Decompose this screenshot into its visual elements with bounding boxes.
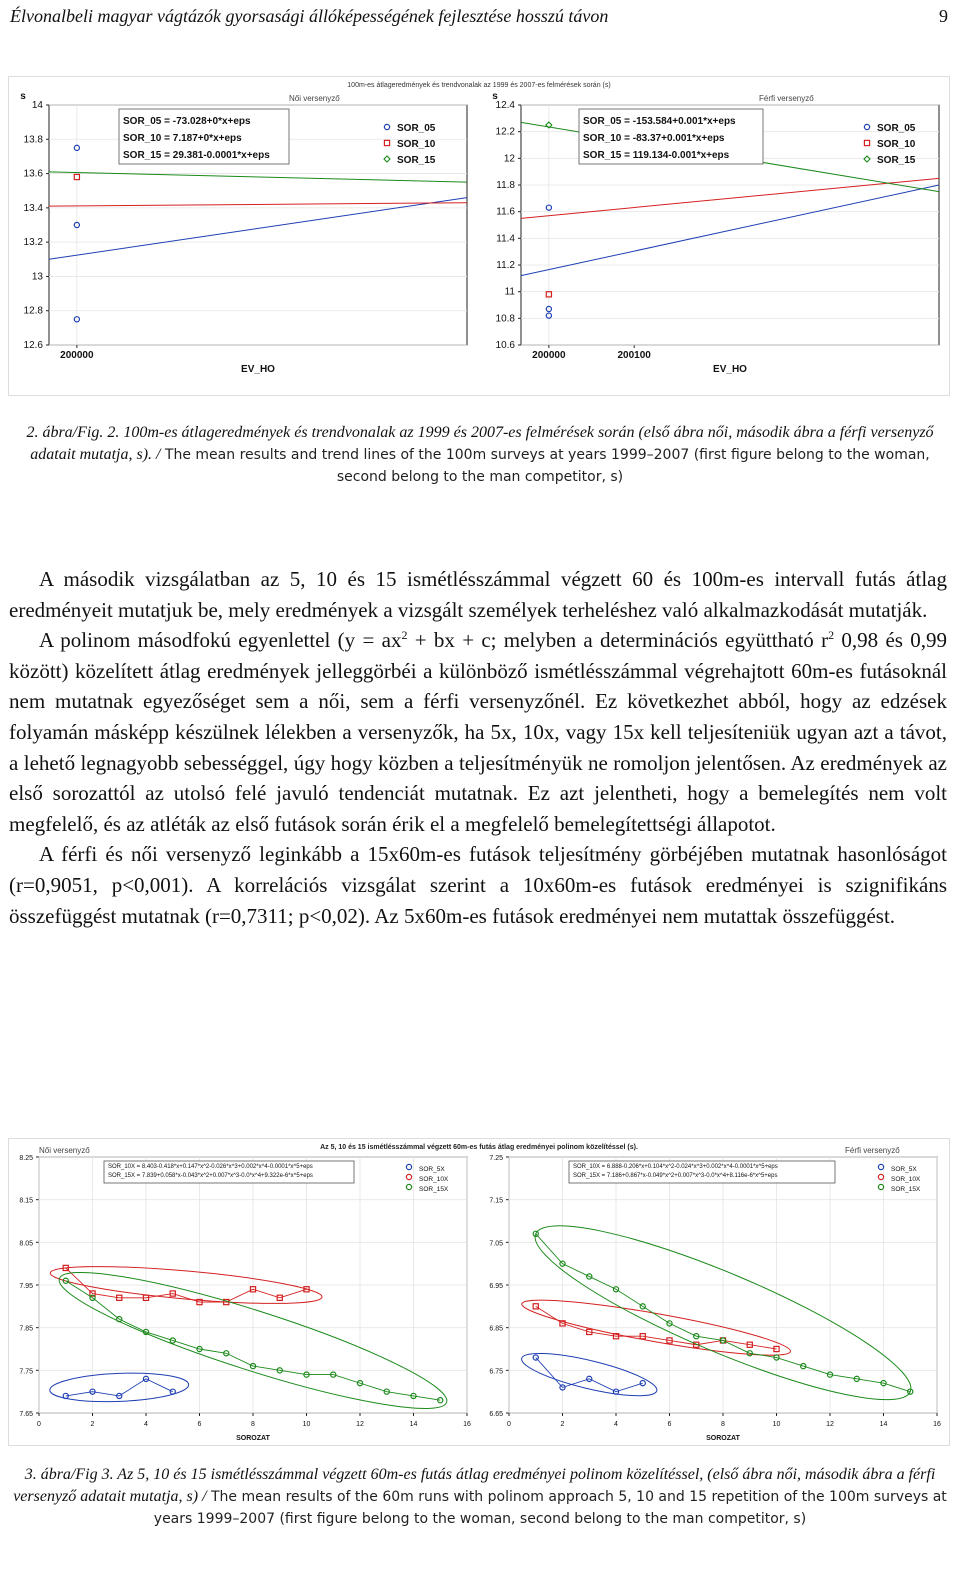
legend-label: SOR_05 <box>397 123 436 134</box>
y-tick-label: 7.25 <box>489 1155 503 1162</box>
paragraph-1: A második vizsgálatban az 5, 10 és 15 ismétlésszámmal végzett 60 és 100m-es intervall futás átlag eredményeit mutatjuk be, mely eredmények a vizsgált személyek terheléshez való alkalmazkodását mutatják. <box>9 567 947 622</box>
figure-2-caption-hu: 2. ábra/Fig. 2. 100m-es átlageredmények és trendvonalak az 1999 és 2007-es felmérések során (első ábra női, második ábra a férfi versenyző adatait mutatja, s). / <box>26 424 934 463</box>
y-tick-label: 10.6 <box>495 340 515 351</box>
figure-3-caption-hu: 3. ábra/Fig 3. Az 5, 10 és 15 ismétlésszámmal végzett 60m-es futás átlag eredményei polinom közelítéssel, (első ábra női, második ábra a férfi versenyző adatait mutatja, s) / <box>13 1466 936 1505</box>
panel-label: Női versenyző <box>289 94 340 103</box>
y-tick-label: 8.05 <box>19 1240 33 1248</box>
x-tick-label: 14 <box>879 1421 888 1428</box>
legend-label: SOR_15 <box>397 155 436 166</box>
equation-text: SOR_10 = -83.37+0.001*x+eps <box>583 133 725 144</box>
p2-part-c: 0,98 és 0,99 között) közelített átlag eredmények jelleggörbéi a különböző ismétlésszámmal végrehajtott 60m-es futásoknál nem mutatnak egyezőséget sem a női, sem a férfi versenyzőnél. Ez következhet abból, hogy az edzések folyamán másképp készülnek lélekben a versenyzők, ha 5x, 10x, vagy 15x kell teljesíteniük ugyan azt a távot, a lehető legnagyobb sebességgel, úgy hogy közben a teljesítményük ne romoljon jelentősen. Az eredmények az első sorozattól az utolsó felé javuló tendenciát mutatnak. Ez azt jelentheti, hogy a bemelegítés nem volt megfelelő, és az atléták az első futások során érik el a megfelelő bemelegítettségi állapotot. <box>9 628 947 836</box>
legend-label: SOR_10X <box>891 1176 921 1183</box>
figure-3-title: Az 5, 10 és 15 ismétlésszámmal végzett 60m-es futás átlag eredményei polinom közelítéssel (s). <box>320 1144 638 1151</box>
y-tick-label: 13.2 <box>23 237 43 249</box>
legend-label: SOR_10 <box>877 139 916 150</box>
x-tick-label: 200000 <box>532 350 566 361</box>
y-tick-label: 12.6 <box>23 340 43 351</box>
equation-text: SOR_10X = 8.403-0.418*x+0.147*x^2-0.026*x^3+0.002*x^4-0.0001*x^5+eps <box>108 1164 313 1170</box>
figure-2-charts <box>9 77 949 395</box>
equation-box <box>569 1161 835 1183</box>
equation-box <box>119 109 289 164</box>
figure-3-charts <box>9 1139 949 1445</box>
y-tick-label: 11 <box>504 286 515 298</box>
y-tick-label: 7.85 <box>19 1325 33 1333</box>
y-tick-label: 12 <box>503 153 515 165</box>
y-tick-label: 12.2 <box>495 126 515 138</box>
y-tick-label: 11.8 <box>496 180 515 191</box>
x-tick-label: 14 <box>409 1421 418 1428</box>
y-axis-label: s <box>492 91 498 102</box>
x-tick-label: 12 <box>826 1421 834 1428</box>
x-axis-label: EV_HO <box>241 364 275 375</box>
figure-3-caption-en: The mean results of the 60m runs with polinom approach 5, 10 and 15 repetition of the 100m surveys at years 1999–2007 (first figure belong to the woman, second belong to the man competitor, s) <box>153 1489 947 1527</box>
equation-text: SOR_10 = 7.187+0*x+eps <box>123 133 242 144</box>
figure-2-caption <box>10 422 950 488</box>
x-tick-label: 6 <box>197 1421 202 1428</box>
x-tick-label: 8 <box>251 1421 255 1428</box>
y-tick-label: 6.75 <box>489 1368 503 1376</box>
x-tick-label: 10 <box>772 1421 781 1428</box>
x-tick-label: 10 <box>302 1421 311 1428</box>
y-tick-label: 10.8 <box>495 313 515 325</box>
chart-panel <box>19 1146 471 1442</box>
legend-label: SOR_15X <box>419 1186 449 1193</box>
running-title: Élvonalbeli magyar vágtázók gyorsasági állóképességének fejlesztése hosszú távon <box>10 6 609 26</box>
y-tick-label: 12.8 <box>23 305 43 317</box>
x-tick-label: 200000 <box>60 350 94 361</box>
figure-2-title: 100m-es átlageredmények és trendvonalak az 1999 és 2007-es felmérések során (s) <box>347 82 611 89</box>
figure-3 <box>8 1138 950 1446</box>
y-tick-label: 14 <box>31 100 43 111</box>
x-tick-label: 16 <box>463 1421 471 1428</box>
paragraph-2 <box>9 625 947 839</box>
y-tick-label: 6.65 <box>489 1411 503 1418</box>
legend-label: SOR_5X <box>419 1166 445 1173</box>
y-tick-label: 8.15 <box>19 1197 33 1205</box>
legend-label: SOR_5X <box>891 1166 917 1173</box>
x-tick-label: 6 <box>667 1421 672 1428</box>
equation-box <box>104 1161 354 1183</box>
panel-label: Férfi versenyző <box>759 94 814 103</box>
y-tick-label: 12.4 <box>495 100 515 111</box>
y-tick-label: 7.05 <box>489 1240 503 1248</box>
y-tick-label: 6.95 <box>489 1283 503 1290</box>
equation-text: SOR_15X = 7.839+0.058*x-0.043*x^2+0.007*x^3-0.0*x^4+9.322e-6*x^5+eps <box>108 1173 313 1179</box>
chart-panel <box>492 91 960 375</box>
x-axis-label: EV_HO <box>713 364 747 375</box>
equation-text: SOR_15 = 29.381-0.0001*x+eps <box>123 150 270 161</box>
x-tick-label: 12 <box>356 1421 364 1428</box>
y-tick-label: 13.4 <box>23 202 43 214</box>
y-tick-label: 11.2 <box>496 260 515 271</box>
x-tick-label: 2 <box>560 1421 565 1428</box>
y-tick-label: 13.8 <box>23 134 43 146</box>
page-number: 9 <box>939 6 948 26</box>
y-axis-label: s <box>20 91 26 102</box>
x-tick-label: 0 <box>507 1421 511 1428</box>
p2-superscript-1: 2 <box>401 628 408 643</box>
y-tick-label: 7.65 <box>19 1411 33 1418</box>
figure-2-caption-en: The mean results and trend lines of the 100m surveys at years 1999–2007 (first figure belong to the woman, second belong to the man competitor, s) <box>160 447 930 485</box>
x-tick-label: 16 <box>933 1421 941 1428</box>
running-header <box>10 6 948 32</box>
chart-panel <box>489 1146 941 1442</box>
equation-text: SOR_05 = -153.584+0.001*x+eps <box>583 116 736 127</box>
p2-superscript-2: 2 <box>828 628 835 643</box>
legend-label: SOR_10X <box>419 1176 449 1183</box>
y-tick-label: 7.15 <box>489 1197 503 1205</box>
x-tick-label: 4 <box>144 1421 148 1428</box>
y-tick-label: 6.85 <box>489 1325 503 1333</box>
figure-2 <box>8 76 950 396</box>
equation-text: SOR_15X = 7.186+0.867*x-0.049*x^2+0.007*x^3-0.0*x^4+8.116e-6*x^5+eps <box>573 1173 778 1179</box>
panel-label: Férfi versenyző <box>845 1146 900 1155</box>
equation-text: SOR_10X = 6.888-0.206*x+0.104*x^2-0.024*x^3+0.002*x^4-0.0001*x^5+eps <box>573 1164 778 1170</box>
y-tick-label: 8.25 <box>19 1155 33 1162</box>
legend-label: SOR_15 <box>877 155 916 166</box>
equation-text: SOR_05 = -73.028+0*x+eps <box>123 116 251 127</box>
p2-part-a: A polinom másodfokú egyenlettel (y = ax <box>39 628 402 653</box>
paragraph-3: A férfi és női versenyző leginkább a 15x60m-es futások teljesítmény görbéjében mutatnak hasonlóságot (r=0,9051, p<0,001). A korrelációs vizsgálat szerint a 10x60m-es futások eredményei is szignifikáns összefüggést mutatnak (r=0,7311; p<0,02). Az 5x60m-es futások eredményei nem mutattak összefüggést. <box>9 842 947 928</box>
legend-label: SOR_10 <box>397 139 436 150</box>
x-axis-label: SOROZAT <box>706 1435 740 1442</box>
x-tick-label: 8 <box>721 1421 725 1428</box>
y-tick-label: 13.6 <box>23 168 43 180</box>
y-tick-label: 7.95 <box>19 1283 33 1290</box>
figure-3-caption <box>10 1464 950 1530</box>
x-tick-label: 200100 <box>617 350 651 361</box>
legend-label: SOR_05 <box>877 123 916 134</box>
y-tick-label: 7.75 <box>19 1368 33 1376</box>
x-tick-label: 2 <box>90 1421 95 1428</box>
p2-part-b: + bx + c; melyben a determinációs együttható r <box>407 628 829 653</box>
body-text <box>9 564 947 931</box>
equation-box <box>579 109 763 164</box>
x-tick-label: 0 <box>37 1421 41 1428</box>
y-tick-label: 13 <box>31 271 43 283</box>
x-tick-label: 4 <box>614 1421 618 1428</box>
equation-text: SOR_15 = 119.134-0.001*x+eps <box>583 150 730 161</box>
y-tick-label: 11.6 <box>496 206 515 218</box>
x-axis-label: SOROZAT <box>236 1435 270 1442</box>
legend-label: SOR_15X <box>891 1186 921 1193</box>
y-tick-label: 11.4 <box>496 233 515 245</box>
panel-label: Női versenyző <box>39 1146 90 1155</box>
